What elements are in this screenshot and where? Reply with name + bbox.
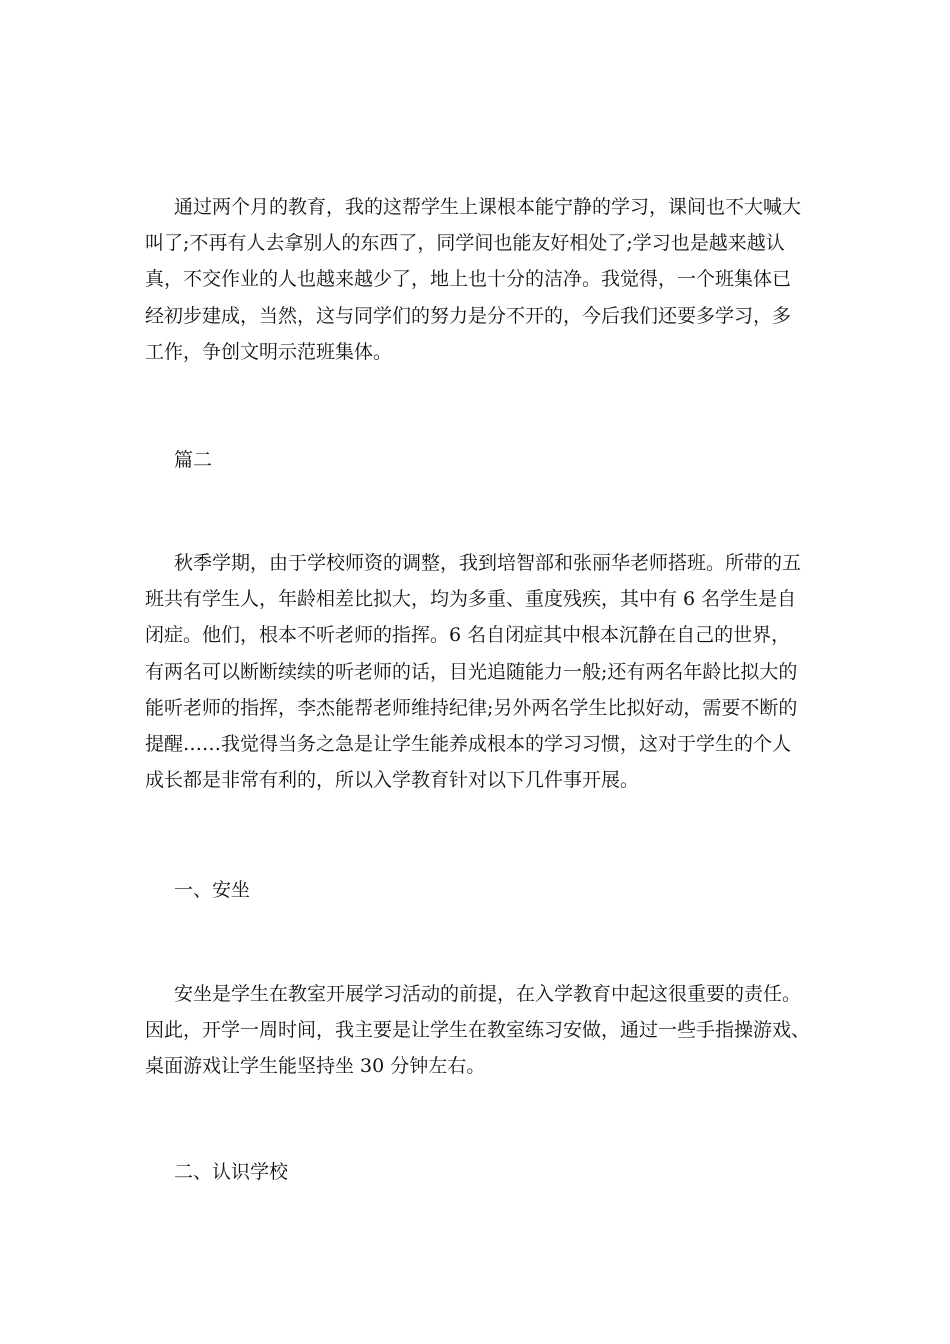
item-heading-know-school: 二、认识学校: [174, 1161, 289, 1183]
paragraph-line: 通过两个月的教育，我的这帮学生上课根本能宁静的学习，课间也不大喊大: [174, 196, 802, 218]
paragraph-line: 提醒……我觉得当务之急是让学生能养成根本的学习习惯，这对于学生的个人: [145, 732, 792, 755]
paragraph-autumn-semester: [145, 545, 817, 798]
paragraph-line: 能听老师的指挥，李杰能帮老师维持纪律;另外两名学生比拟好动，需要不断的: [145, 696, 798, 719]
paragraph-line: 因此，开学一周时间，我主要是让学生在教室练习安做，通过一些手指操游戏、: [145, 1019, 811, 1042]
paragraph-line: 秋季学期，由于学校师资的调整，我到培智部和张丽华老师搭班。所带的五: [174, 552, 802, 574]
paragraph-line: 叫了;不再有人去拿别人的东西了，同学间也能友好相处了;学习也是越来越认: [145, 232, 785, 255]
item-heading-sit-still: 一、安坐: [174, 879, 251, 901]
paragraph-line: 真，不交作业的人也越来越少了，地上也十分的洁净。我觉得，一个班集体已: [145, 268, 792, 291]
paragraph-sit-still: [145, 976, 817, 1085]
paragraph-line: 工作，争创文明示范班集体。: [145, 340, 393, 363]
paragraph-line: 桌面游戏让学生能坚持坐 30 分钟左右。: [145, 1055, 486, 1078]
paragraph-line: 有两名可以断断续续的听老师的话，目光追随能力一般;还有两名年龄比拟大的: [145, 660, 798, 683]
paragraph-line: 经初步建成，当然，这与同学们的努力是分不开的，今后我们还要多学习，多: [145, 304, 792, 327]
paragraph-line: 班共有学生人，年龄相差比拟大，均为多重、重度残疾，其中有 6 名学生是自: [145, 588, 797, 611]
paragraph-line: 闭症。他们，根本不听老师的指挥。6 名自闭症其中根本沉静在自己的世界，: [145, 624, 791, 647]
paragraph-line: 安坐是学生在教室开展学习活动的前提，在入学教育中起这很重要的责任。: [174, 983, 802, 1005]
paragraph-line: 成长都是非常有利的，所以入学教育针对以下几件事开展。: [145, 769, 640, 792]
paragraph-class-summary: [145, 189, 817, 370]
section-heading-part-two: 篇二: [174, 449, 213, 471]
